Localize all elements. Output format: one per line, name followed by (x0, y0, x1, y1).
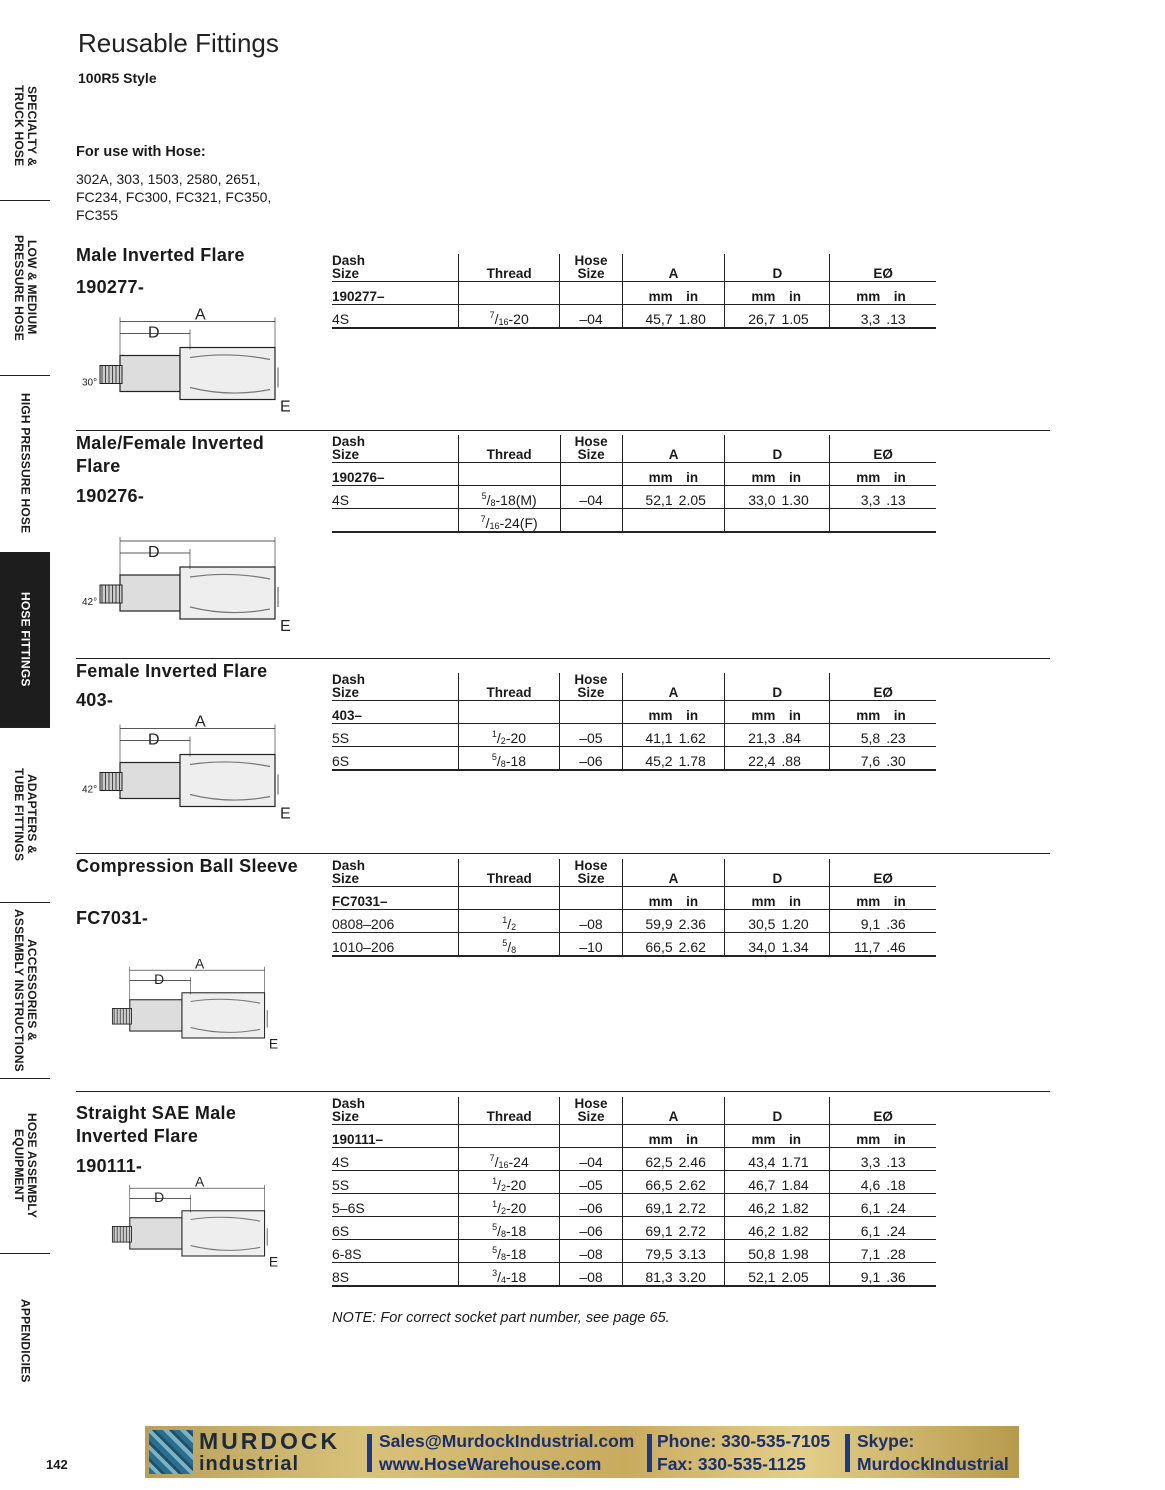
cell-e: 5,8 .23 (830, 724, 936, 747)
part-prefix: FC7031– (332, 887, 459, 910)
col-a: A (622, 435, 725, 463)
cell-dash: 4S (332, 486, 458, 509)
cell-thread: $^5/_8-18$ (458, 747, 560, 771)
units-d: mm in (725, 701, 830, 724)
cell-thread: $^5/_8$ (459, 933, 560, 957)
section-part-number: FC7031- (76, 908, 149, 928)
cell-dash: 6-8S (332, 1240, 458, 1263)
cell-dash: 0808–206 (332, 910, 459, 933)
fitting-diagram (80, 305, 310, 425)
page-number: 142 (46, 1457, 68, 1472)
cell-dash: 4S (332, 1148, 458, 1171)
table-row (332, 1263, 936, 1287)
section-part-number: 190111- (76, 1156, 143, 1176)
fitting-drawing (80, 1176, 310, 1276)
cell-hose: –08 (560, 1263, 622, 1287)
cell-thread: $^5/_8-18(M)$ (458, 486, 560, 509)
section-part-number: 190276- (76, 486, 145, 506)
units-a: mm in (622, 463, 725, 486)
section-title: Straight SAE Male Inverted Flare (76, 1103, 237, 1146)
fitting-thread (112, 1226, 131, 1242)
divider (367, 1434, 372, 1472)
col-d: D (725, 673, 830, 701)
section-divider (76, 1091, 1050, 1092)
fitting-thread (112, 1008, 131, 1024)
dimension-d-label: D (148, 731, 160, 749)
col-e: EØ (830, 254, 936, 282)
col-e: EØ (830, 435, 936, 463)
table-header-row (332, 435, 936, 463)
col-thread: Thread (459, 859, 560, 887)
section-title: Compression Ball Sleeve (76, 856, 298, 876)
cell-dash (332, 509, 458, 533)
units-d: mm in (725, 887, 830, 910)
cell-dash: 8S (332, 1263, 458, 1287)
cell-thread: $^7/_{16}-24(F)$ (458, 509, 560, 533)
col-dash-size: Dash Size (332, 859, 459, 887)
col-a: A (622, 673, 725, 701)
col-hose-size: Hose Size (560, 673, 622, 701)
table-header-row (332, 1097, 936, 1125)
cell-e: 7,6 .30 (830, 747, 936, 771)
cell-hose: –10 (560, 933, 622, 957)
dimension-a-label: A (195, 958, 205, 972)
units-a: mm in (622, 282, 725, 305)
fitting-thread (100, 585, 122, 603)
fitting-drawing (80, 522, 310, 647)
blank (560, 887, 622, 910)
cell-hose: –08 (560, 1240, 622, 1263)
tab-specialty-truck-hose[interactable] (0, 52, 50, 201)
table-row (332, 1240, 936, 1263)
skype-id: MurdockIndustrial (857, 1454, 1009, 1474)
blank (458, 282, 559, 305)
dimension-e-label: E (268, 1253, 279, 1270)
email-link[interactable]: Sales@MurdockIndustrial.com (379, 1431, 635, 1451)
cell-d: 46,2 1.82 (725, 1217, 830, 1240)
fitting-diagram (80, 522, 310, 647)
cell-dash: 5S (332, 1171, 458, 1194)
fitting-drawing (80, 712, 310, 832)
cell-e: 9,1 .36 (830, 1263, 936, 1287)
table-row (332, 486, 936, 509)
cell-a: 41,1 1.62 (622, 724, 725, 747)
use-with-list: 302A, 303, 1503, 2580, 2651, FC234, FC300, FC321, FC350, FC355 (76, 171, 272, 223)
fitting-nut (120, 763, 180, 799)
cell-d: 30,5 1.20 (725, 910, 830, 933)
col-d: D (725, 435, 830, 463)
table-header-row (332, 254, 936, 282)
cell-dash: 1010–206 (332, 933, 459, 957)
hdr-dash: Dash (332, 858, 366, 873)
cell-thread: $^3/_4-18$ (458, 1263, 559, 1287)
table-header-row (332, 673, 936, 701)
cell-e: 3,3 .13 (830, 305, 936, 329)
cell-e: 3,3 .13 (830, 1148, 936, 1171)
table-unit-row (332, 463, 936, 486)
cell-e: 4,6 .18 (830, 1171, 936, 1194)
dimension-e-label: E (268, 1035, 279, 1052)
tab-hose-fittings[interactable] (0, 552, 50, 728)
cell-a: 52,1 2.05 (622, 486, 725, 509)
part-prefix: 190277– (332, 282, 458, 305)
murdock-logo-icon (149, 1430, 193, 1474)
cell-thread: $^1/_2-20$ (458, 1171, 559, 1194)
section-title: Female Inverted Flare (76, 661, 268, 681)
brand-sub: industrial (199, 1453, 300, 1475)
fitting-thread (100, 773, 122, 791)
table-row (332, 509, 936, 533)
table-unit-row (332, 887, 936, 910)
spec-table (332, 673, 936, 771)
cell-thread: $^5/_8-18$ (458, 1240, 559, 1263)
dimension-e-label: E (280, 398, 291, 416)
cell-a: 79,5 3.13 (622, 1240, 725, 1263)
cell-dash: 4S (332, 305, 458, 329)
cell-hose: –05 (560, 1171, 622, 1194)
tab-accessories-assembly[interactable] (0, 902, 50, 1079)
cell-hose: –06 (560, 1217, 622, 1240)
table-row (332, 1194, 936, 1217)
cell-d: 43,4 1.71 (725, 1148, 830, 1171)
section-divider (76, 853, 1050, 854)
dimension-d-label: D (148, 544, 160, 561)
tab-label: LOW & MEDIUM PRESSURE HOSE (12, 234, 39, 341)
cell-thread: $^1/_2$ (459, 910, 560, 933)
cell-dash: 6S (332, 747, 458, 771)
col-dash-size: Dash Size (332, 673, 458, 701)
col-e: EØ (830, 673, 936, 701)
fax-text: Fax: 330-535-1125 (657, 1454, 806, 1474)
part-prefix: 190276– (332, 463, 458, 486)
cell-a: 81,3 3.20 (622, 1263, 725, 1287)
table-row (332, 1171, 936, 1194)
cell-d: 22,4 .88 (725, 747, 830, 771)
cell-hose: –04 (560, 305, 622, 329)
cell-a: 69,1 2.72 (622, 1194, 725, 1217)
part-prefix: 403– (332, 701, 458, 724)
units-d: mm in (725, 463, 830, 486)
phone-text: Phone: 330-535-7105 (657, 1431, 831, 1451)
cell-hose: –06 (560, 1194, 622, 1217)
dimension-d-label: D (154, 1189, 165, 1206)
tab-label: HIGH PRESSURE HOSE (18, 393, 33, 534)
cell-e: 11,7 .46 (830, 933, 936, 957)
cell-thread: $^5/_8-18$ (458, 1217, 559, 1240)
units-e: mm in (830, 463, 936, 486)
units-a: mm in (622, 1125, 725, 1148)
units-e: mm in (830, 282, 936, 305)
cell-d: 34,0 1.34 (725, 933, 830, 957)
cell-thread: $^7/_{16}-20$ (458, 305, 559, 329)
hdr-dash: Dash (332, 672, 366, 687)
cell-e: 7,1 .28 (830, 1240, 936, 1263)
section-title: Male/Female Inverted Flare (76, 433, 265, 476)
col-hose-size: Hose Size (560, 1097, 622, 1125)
col-thread: Thread (458, 254, 559, 282)
units-e: mm in (830, 701, 936, 724)
col-d: D (725, 254, 830, 282)
section-part-number: 403- (76, 690, 114, 710)
tab-low-medium-pressure-hose[interactable] (0, 200, 50, 376)
fitting-nut (130, 1000, 182, 1031)
contact-banner (145, 1426, 1019, 1478)
cell-d: 21,3 .84 (725, 724, 830, 747)
dimension-a-label: A (195, 306, 206, 324)
tab-label: HOSE ASSEMBLY EQUIPMENT (12, 1112, 39, 1219)
col-dash-size: Dash Size (332, 435, 458, 463)
part-prefix: 190111– (332, 1125, 458, 1148)
col-d: D (725, 1097, 830, 1125)
spec-table (332, 1097, 936, 1287)
tab-hose-assembly-equipment[interactable] (0, 1078, 50, 1254)
units-d: mm in (725, 282, 830, 305)
cell-a: 66,5 2.62 (622, 933, 725, 957)
fitting-diagram (80, 712, 310, 832)
website-link[interactable]: www.HoseWarehouse.com (379, 1454, 602, 1474)
cell-a: 66,5 2.62 (622, 1171, 725, 1194)
cell-d: 46,7 1.84 (725, 1171, 830, 1194)
cell-d: 26,7 1.05 (725, 305, 830, 329)
tab-label: ACCESSORIES & ASSEMBLY INSTRUCTIONS (12, 908, 39, 1072)
section-part-number: 190277- (76, 277, 145, 297)
blank (458, 1125, 559, 1148)
units-a: mm in (622, 701, 725, 724)
tab-label: SPECIALTY & TRUCK HOSE (12, 85, 39, 167)
cell-e: 6,1 .24 (830, 1217, 936, 1240)
col-thread: Thread (458, 435, 560, 463)
blank (560, 463, 622, 486)
col-hose-size: Hose Size (560, 254, 622, 282)
hdr-dash: Dash (332, 1096, 366, 1111)
cell-a: 62,5 2.46 (622, 1148, 725, 1171)
col-e: EØ (830, 1097, 936, 1125)
cell-hose: –04 (560, 486, 622, 509)
col-hose-size: Hose Size (560, 859, 622, 887)
brand-name: MURDOCK (199, 1428, 341, 1454)
cell-e: 3,3 .13 (830, 486, 936, 509)
table-row (332, 724, 936, 747)
cell-hose (560, 509, 622, 533)
blank (458, 463, 560, 486)
col-e: EØ (830, 859, 936, 887)
dimension-d-label: D (148, 324, 160, 342)
cell-hose: –06 (560, 747, 622, 771)
col-dash-size: Dash Size (332, 254, 458, 282)
dimension-d-label: D (154, 971, 165, 988)
table-unit-row (332, 701, 936, 724)
cell-a: 45,2 1.78 (622, 747, 725, 771)
cell-dash: 5S (332, 724, 458, 747)
blank (560, 282, 622, 305)
table-row (332, 747, 936, 771)
tab-label: ADAPTERS & TUBE FITTINGS (12, 767, 39, 862)
dimension-e-label: E (280, 805, 291, 823)
section-divider (76, 430, 1050, 431)
section-title: Male Inverted Flare (76, 245, 245, 265)
dimension-a-label: A (195, 1176, 205, 1190)
blank (458, 701, 560, 724)
cell-e: 6,1 .24 (830, 1194, 936, 1217)
spec-table (332, 859, 936, 957)
cell-d: 33,0 1.30 (725, 486, 830, 509)
section-divider (76, 658, 1050, 659)
cell-a: 45,7 1.80 (622, 305, 725, 329)
dimension-e-label: E (280, 618, 291, 635)
page-title: Reusable Fittings (78, 28, 279, 58)
units-d: mm in (725, 1125, 830, 1148)
cell-a: 59,9 2.36 (622, 910, 725, 933)
fitting-nut (120, 575, 180, 611)
cell-e (830, 509, 936, 533)
table-row (332, 1217, 936, 1240)
tab-appendicies[interactable] (0, 1253, 50, 1428)
fitting-nut (120, 356, 180, 392)
fitting-drawing (80, 305, 310, 425)
divider (845, 1434, 850, 1472)
table-row (332, 1148, 936, 1171)
flare-angle-label: 42° (82, 597, 98, 608)
fitting-diagram (80, 1176, 310, 1276)
page-subtitle: 100R5 Style (78, 70, 157, 86)
table-header-row (332, 859, 936, 887)
flare-angle-label: 42° (82, 784, 98, 796)
table-unit-row (332, 282, 936, 305)
hdr-dash: Dash (332, 253, 366, 268)
cell-d (725, 509, 830, 533)
blank (560, 1125, 622, 1148)
blank (459, 887, 560, 910)
cell-dash: 5–6S (332, 1194, 458, 1217)
table-row (332, 305, 936, 329)
cell-hose: –04 (560, 1148, 622, 1171)
cell-thread: $^1/_2-20$ (458, 724, 560, 747)
cell-hose: –08 (560, 910, 622, 933)
spec-table (332, 435, 936, 533)
cell-a: 69,1 2.72 (622, 1217, 725, 1240)
col-dash-size: Dash Size (332, 1097, 458, 1125)
col-a: A (622, 1097, 725, 1125)
cell-d: 52,1 2.05 (725, 1263, 830, 1287)
tab-adapters-tube-fittings[interactable] (0, 727, 50, 903)
col-hose-size: Hose Size (560, 435, 622, 463)
table-row (332, 933, 936, 957)
cell-d: 46,2 1.82 (725, 1194, 830, 1217)
cell-d: 50,8 1.98 (725, 1240, 830, 1263)
fitting-thread (100, 366, 122, 384)
cell-thread: $^7/_{16}-24$ (458, 1148, 559, 1171)
cell-thread: $^1/_2-20$ (458, 1194, 559, 1217)
units-a: mm in (622, 887, 725, 910)
tab-label: APPENDICIES (18, 1298, 33, 1383)
fitting-nut (130, 1218, 182, 1249)
hdr-dash: Dash (332, 434, 366, 449)
tab-high-pressure-hose[interactable] (0, 375, 50, 553)
fitting-diagram (80, 958, 310, 1058)
divider (647, 1434, 652, 1472)
col-a: A (622, 859, 725, 887)
cell-a (622, 509, 725, 533)
fitting-drawing (80, 958, 310, 1058)
col-a: A (622, 254, 725, 282)
footnote: NOTE: For correct socket part number, see page 65. (332, 1310, 670, 1326)
col-d: D (725, 859, 830, 887)
cell-dash: 6S (332, 1217, 458, 1240)
spec-table (332, 254, 936, 329)
cell-hose: –05 (560, 724, 622, 747)
blank (560, 701, 622, 724)
flare-angle-label: 30° (82, 377, 98, 389)
use-with-heading: For use with Hose: (76, 144, 206, 160)
col-thread: Thread (458, 673, 560, 701)
col-thread: Thread (458, 1097, 559, 1125)
skype-label: Skype: (857, 1431, 915, 1451)
units-e: mm in (830, 887, 936, 910)
dimension-a-label: A (195, 713, 206, 731)
side-navigation (0, 0, 50, 1490)
tab-label: HOSE FITTINGS (18, 592, 33, 687)
cell-e: 9,1 .36 (830, 910, 936, 933)
units-e: mm in (830, 1125, 936, 1148)
table-unit-row (332, 1125, 936, 1148)
table-row (332, 910, 936, 933)
